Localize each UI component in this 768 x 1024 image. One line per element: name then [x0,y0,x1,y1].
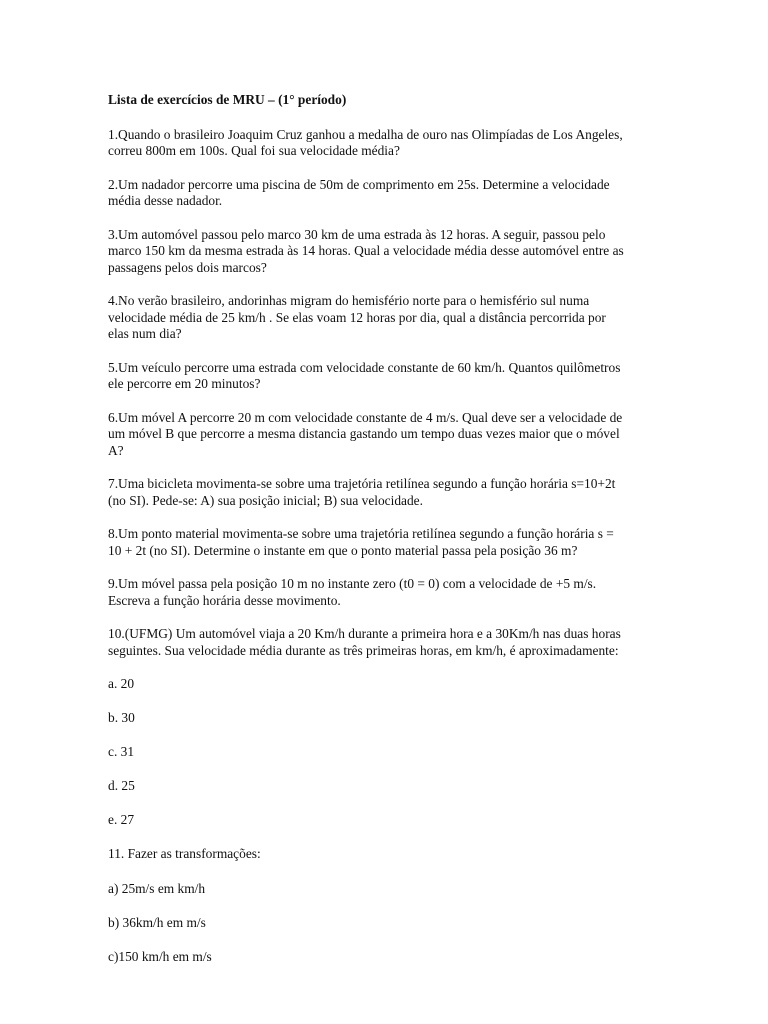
question-5: 5.Um veículo percorre uma estrada com velocidade constante de 60 km/h. Quantos quilômetros ele percorre em 20 minutos? [108,359,621,391]
conversion-b: b) 36km/h em m/s [108,914,206,930]
option-b: b. 30 [108,710,135,726]
question-list [108,127,668,660]
option-e: e. 27 [108,812,135,828]
question-4: 4.No verão brasileiro, andorinhas migram do hemisfério norte para o hemisfério sul numa velocidade média de 25 km/h . Se elas voam 12 horas por dia, qual a distância percorrida por elas num dia? [108,293,606,341]
option-d: d. 25 [108,778,135,794]
conversion-c: c)150 km/h em m/s [108,948,212,964]
question-11: 11. Fazer as transformações: [108,846,261,862]
question-6: 6.Um móvel A percorre 20 m com velocidade constante de 4 m/s. Qual deve ser a velocidade de um móvel B que percorre a mesma distancia gastando um tempo duas vezes maior que o móvel A? [108,409,623,458]
question-8: 8.Um ponto material movimenta-se sobre uma trajetória retilínea segundo a função horária s = 10 + 2t (no SI). Determine o instante em que o ponto material passa pela posição 36 m? [108,526,614,558]
question-10-options [108,676,668,829]
option-c: c. 31 [108,744,135,760]
question-9: 9.Um móvel passa pela posição 10 m no instante zero (t0 = 0) com a velocidade de +5 m/s. Escreva a função horária desse movimento. [108,576,597,608]
question-3: 3.Um automóvel passou pelo marco 30 km de uma estrada às 12 horas. A seguir, passou pelo marco 150 km da mesma estrada às 14 horas. Qual a velocidade média desse automóvel entre as passagens pelos dois marcos? [108,226,624,275]
conversion-a: a) 25m/s em km/h [108,880,206,896]
document-title: Lista de exercícios de MRU – (1° período) [108,92,347,107]
question-11-section [108,846,668,965]
question-2: 2.Um nadador percorre uma piscina de 50m de comprimento em 25s. Determine a velocidade média desse nadador. [108,176,610,208]
question-7: 7.Uma bicicleta movimenta-se sobre uma trajetória retilínea segundo a função horária s=10+2t (no SI). Pede-se: A) sua posição inicial; B) sua velocidade. [108,476,616,508]
question-1: 1.Quando o brasileiro Joaquim Cruz ganhou a medalha de ouro nas Olimpíadas de Los Angeles, correu 800m em 100s. Qual foi sua velocidade média? [108,126,623,158]
question-10: 10.(UFMG) Um automóvel viaja a 20 Km/h durante a primeira hora e a 30Km/h nas duas horas seguintes. Sua velocidade média durante as três primeiras horas, em km/h, é aproximadamente: [108,626,621,658]
option-a: a. 20 [108,676,135,691]
